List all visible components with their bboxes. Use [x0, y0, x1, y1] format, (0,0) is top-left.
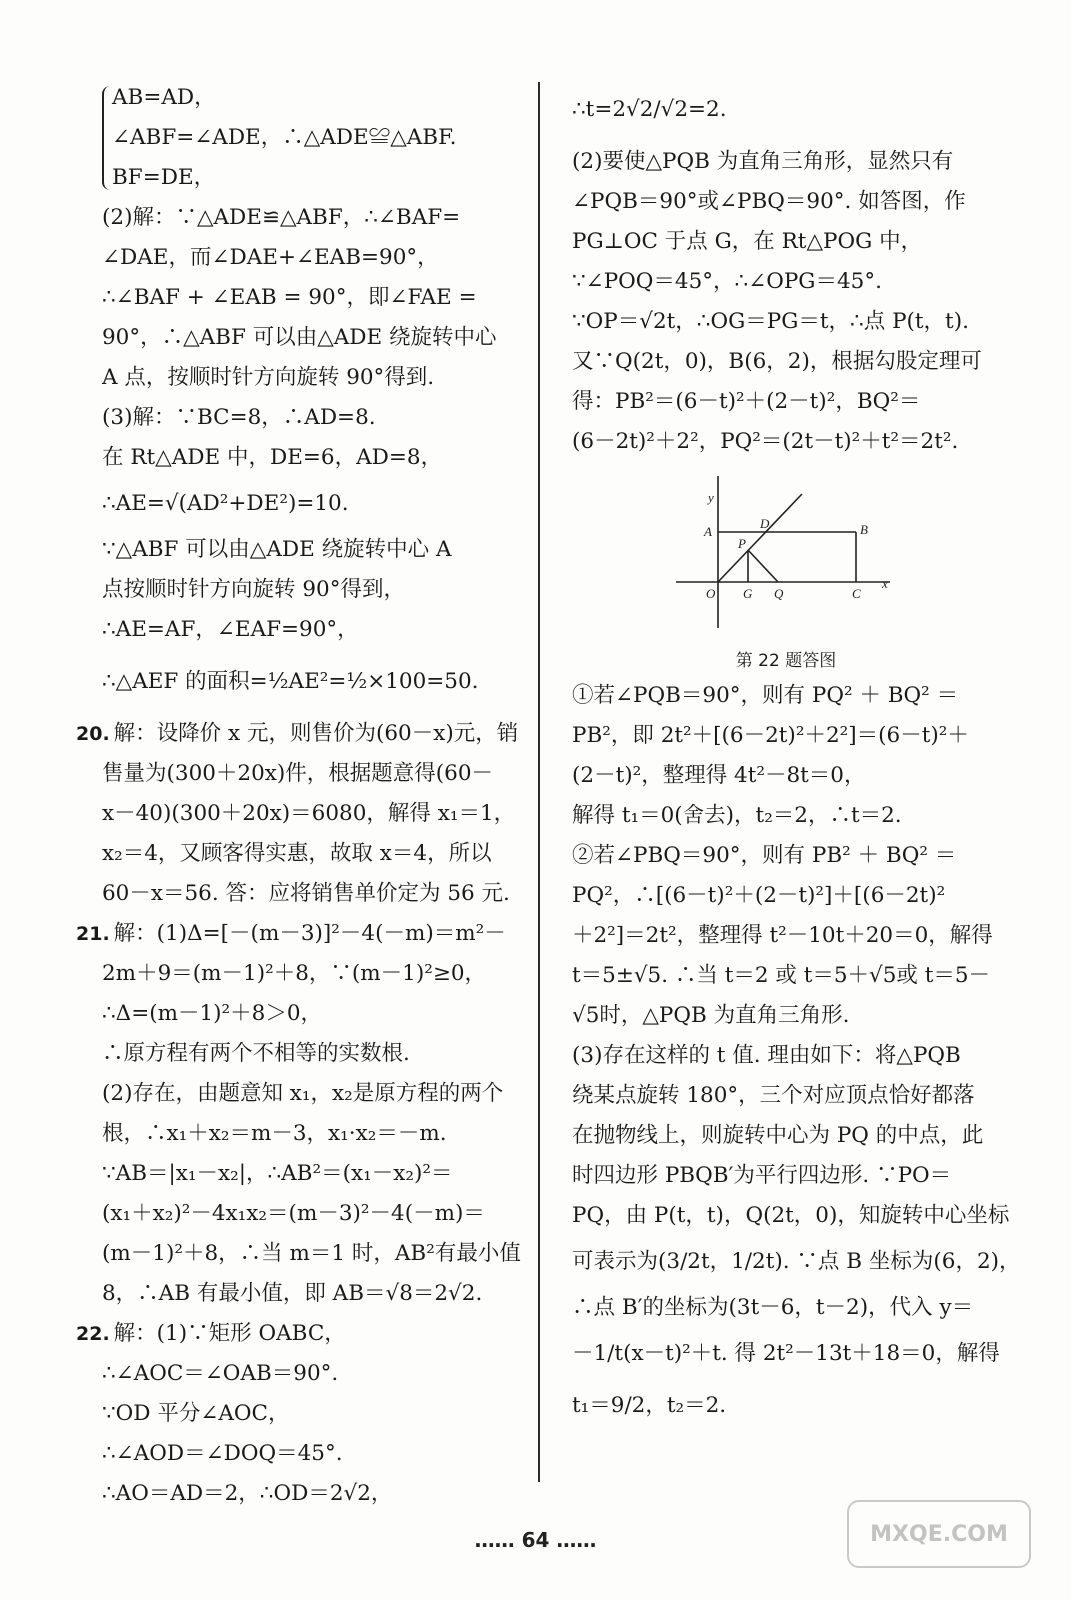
- text-line: t＝5±√5. ∴当 t＝2 或 t＝5＋√5或 t＝5－: [572, 963, 991, 989]
- text-line: ∵△ABF 可以由△ADE 绕旋转中心 A: [102, 537, 452, 563]
- text-line: PQ，由 P(t，t)，Q(2t，0)，知旋转中心坐标: [572, 1203, 1010, 1229]
- text-line: (6－2t)²＋2²，PQ²＝(2t－t)²＋t²＝2t².: [572, 429, 959, 455]
- text-line: PG⊥OC 于点 G，在 Rt△POG 中，: [572, 229, 923, 255]
- q22-line: ∵OD 平分∠AOC，: [102, 1401, 290, 1427]
- q21-line: 根，∴x₁＋x₂＝m－3，x₁·x₂＝－m.: [102, 1121, 447, 1147]
- text-line: ∵∠POQ＝45°，∴∠OPG＝45°.: [572, 269, 882, 295]
- text-line: PB²，即 2t²＋[(6－2t)²＋2²]＝(6－t)²＋: [572, 723, 969, 749]
- text-line: (2)要使△PQB 为直角三角形，显然只有: [572, 149, 954, 175]
- label-B: B: [860, 522, 868, 537]
- text-line: ②若∠PBQ＝90°，则有 PB² ＋ BQ² ＝: [572, 843, 957, 869]
- text-line: 在抛物线上，则旋转中心为 PQ 的中点，此: [572, 1123, 984, 1149]
- brace: [102, 86, 114, 190]
- q21-line: (2)存在，由题意知 x₁，x₂是原方程的两个: [102, 1081, 504, 1107]
- label-D: D: [760, 516, 770, 531]
- text-line: ∴AE=√(AD²+DE²)=10.: [102, 491, 349, 517]
- text-line: t₁＝9/2，t₂＝2.: [572, 1393, 727, 1419]
- text-line: ∴∠BAF + ∠EAB = 90°，即∠FAE =: [102, 285, 477, 311]
- label-O: O: [706, 586, 716, 601]
- q21-line: ∴原方程有两个不相等的实数根.: [102, 1041, 410, 1067]
- q20-line: x₂＝4，又顾客得实惠，故取 x＝4，所以: [102, 841, 492, 867]
- text-line: 时四边形 PBQB′为平行四边形. ∵PO＝: [572, 1163, 952, 1189]
- text-line: ∠DAE，而∠DAE+∠EAB=90°，: [102, 245, 439, 271]
- text-line: ∴AE=AF，∠EAF=90°，: [102, 617, 359, 643]
- question-number: 22.: [76, 1322, 110, 1345]
- q20-line: x－40)(300＋20x)＝6080，解得 x₁＝1，: [102, 801, 516, 827]
- label-x: x: [882, 576, 888, 591]
- q21-line: 2m＋9＝(m－1)²＋8，∵(m－1)²≥0，: [102, 961, 487, 987]
- label-A: A: [704, 524, 712, 539]
- label-G: G: [743, 586, 753, 601]
- text-line: PQ²，∴[(6－t)²＋(2－t)²]＋[(6－2t)²: [572, 883, 946, 909]
- text-line: 点按顺时针方向旋转 90°得到，: [102, 577, 405, 603]
- watermark-logo: [847, 1500, 1031, 1568]
- q20-line: 售量为(300＋20x)件，根据题意得(60－: [102, 761, 494, 787]
- label-Q: Q: [774, 586, 784, 601]
- q21-line: (x₁＋x₂)²－4x₁x₂＝(m－3)²－4(－m)＝: [102, 1201, 485, 1227]
- text-line: (3)存在这样的 t 值. 理由如下：将△PQB: [572, 1043, 961, 1069]
- text-line: (2)解：∵△ADE≌△ABF，∴∠BAF=: [102, 205, 461, 231]
- label-y: y: [708, 490, 714, 505]
- text-line: 解得 t₁＝0(舍去)，t₂＝2，∴t＝2.: [572, 803, 902, 829]
- text-line: ∴△AEF 的面积=½AE²=½×100=50.: [102, 669, 479, 695]
- q21-line: (m－1)²＋8，∴当 m＝1 时，AB²有最小值: [102, 1241, 521, 1267]
- text-line: ①若∠PQB＝90°，则有 PQ² ＋ BQ² ＝: [572, 683, 959, 709]
- text-line: (2－t)²，整理得 4t²－8t＝0，: [572, 763, 866, 789]
- question-number: 20.: [76, 722, 110, 745]
- q20-line: 60－x＝56. 答：应将销售单价定为 56 元.: [102, 881, 510, 907]
- left-column: [76, 78, 528, 1514]
- q22-text: 解：(1)∵矩形 OABC，: [113, 1321, 346, 1347]
- q22-line: ∴∠AOC＝∠OAB＝90°.: [102, 1361, 339, 1387]
- text-line: 绕某点旋转 180°，三个对应顶点恰好都落: [572, 1083, 975, 1109]
- page-number: …… 64 ……: [474, 1528, 597, 1552]
- text-line: －1/t(x－t)²＋t. 得 2t²－13t＋18＝0，解得: [572, 1341, 1000, 1367]
- text-line: ∴t=2√2/√2=2.: [572, 97, 727, 123]
- right-column: [572, 78, 1021, 1432]
- q22-line: ∴AO＝AD＝2，∴OD＝2√2，: [102, 1481, 393, 1507]
- text-line: ＋2²]＝2t²，整理得 t²－10t＋20＝0，解得: [572, 923, 993, 949]
- label-P: P: [738, 536, 746, 551]
- coordinate-diagram: [668, 468, 900, 634]
- system-line: BF=DE，: [112, 165, 216, 191]
- q20-line: [76, 714, 528, 754]
- text-line: 又∵Q(2t，0)，B(6，2)，根据勾股定理可: [572, 349, 982, 375]
- answer-figure: [572, 468, 1000, 640]
- segment-PQ: [748, 550, 778, 582]
- text-line: 可表示为(3/2t，1/2t). ∵点 B 坐标为(6，2)，: [572, 1249, 1021, 1275]
- system-line: ∠ABF=∠ADE，∴△ADE≌△ABF.: [112, 125, 457, 151]
- q21-line: ∴Δ=(m－1)²＋8＞0，: [102, 1001, 323, 1027]
- q21-line: 8，∴AB 有最小值，即 AB＝√8＝2√2.: [102, 1281, 483, 1307]
- q22-line: [76, 1314, 528, 1354]
- q21-line: [76, 914, 528, 954]
- q20-text: 解：设降价 x 元，则售价为(60－x)元，销: [113, 721, 519, 747]
- column-divider: [538, 82, 540, 1482]
- text-line: (3)解：∵BC=8，∴AD=8.: [102, 405, 376, 431]
- q21-text: 解：(1)Δ=[－(m－3)]²－4(－m)＝m²－: [113, 921, 506, 947]
- question-number: 21.: [76, 922, 110, 945]
- figure-caption: 第 22 题答图: [735, 650, 837, 671]
- text-line: 得：PB²＝(6－t)²＋(2－t)²，BQ²＝: [572, 389, 921, 415]
- text-line: 在 Rt△ADE 中，DE=6，AD=8，: [102, 445, 443, 471]
- text-line: ∵OP＝√2t，∴OG＝PG＝t，∴点 P(t，t).: [572, 309, 969, 335]
- text-line: ∠PQB＝90°或∠PBQ＝90°. 如答图，作: [572, 189, 966, 215]
- congruence-system: [76, 78, 528, 198]
- text-line: ∴点 B′的坐标为(3t－6，t－2)，代入 y＝: [572, 1295, 974, 1321]
- line-OD: [718, 494, 802, 582]
- text-line: √5时，△PQB 为直角三角形.: [572, 1003, 850, 1029]
- q22-line: ∴∠AOD＝∠DOQ＝45°.: [102, 1441, 343, 1467]
- text-line: 90°，∴△ABF 可以由△ADE 绕旋转中心: [102, 325, 497, 351]
- system-line: AB=AD，: [112, 85, 216, 111]
- watermark-text: MXQE.COM: [870, 1521, 1008, 1547]
- text-line: A 点，按顺时针方向旋转 90°得到.: [102, 365, 435, 391]
- q21-line: ∵AB＝|x₁－x₂|，∴AB²＝(x₁－x₂)²＝: [102, 1161, 453, 1187]
- label-C: C: [852, 586, 861, 601]
